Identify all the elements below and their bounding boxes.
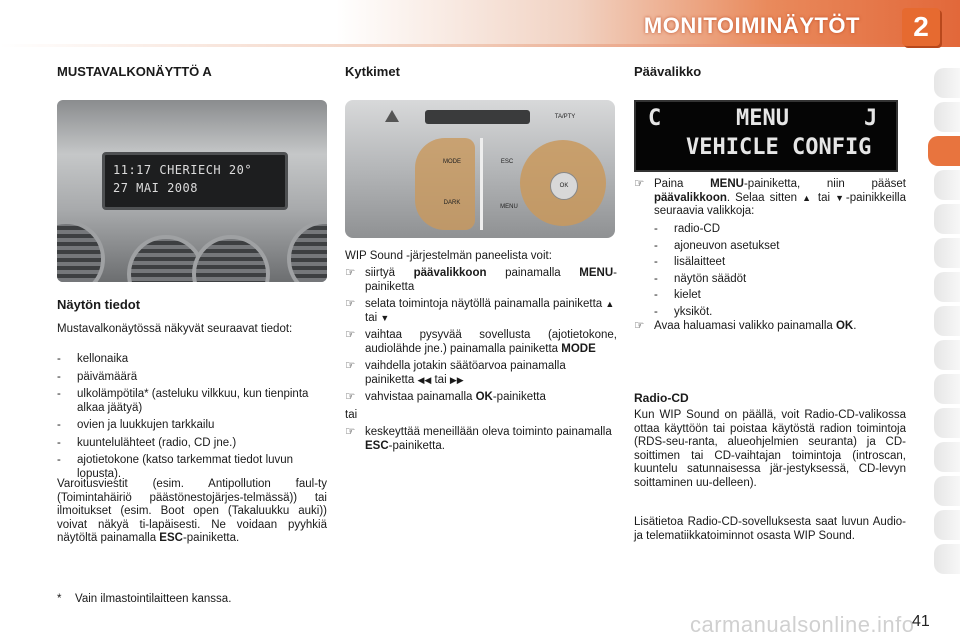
ok-button[interactable]: OK <box>550 172 578 200</box>
arrow-up-icon: ▲ <box>605 299 615 309</box>
switches-list <box>345 267 617 457</box>
finger-bullet-icon: ☞ <box>345 391 356 403</box>
chapter-tab[interactable] <box>934 238 960 268</box>
arrow-down-icon: ▼ <box>380 312 390 323</box>
arrow-up-icon: ▲ <box>802 192 813 203</box>
list-item: ☞ selata toimintoja näytöllä painamalla painiketta ▲ tai ▼ <box>345 298 615 324</box>
chapter-tab[interactable] <box>934 204 960 234</box>
chapter-tab[interactable] <box>934 68 960 98</box>
footnote: * Vain ilmastointilaitteen kanssa. <box>57 593 232 605</box>
control-panel-photo <box>345 100 615 238</box>
arrow-down-icon: ▼ <box>835 192 846 203</box>
list-item: ☞ Paina MENU-painiketta, niin pääset päävalikkoon. Selaa sitten ▲ tai ▼-painikkeilla seuraavia valikkoja: <box>634 178 907 217</box>
air-vent-center-right <box>192 235 270 282</box>
list-item: - ajoneuvon asetukset <box>654 239 780 252</box>
chapter-tab[interactable] <box>934 340 960 370</box>
mode-button[interactable]: MODE <box>443 159 461 165</box>
list-item: ☞ siirtyä päävalikkoon painamalla MENU-painiketta <box>345 267 617 293</box>
air-vent-right <box>287 220 327 282</box>
warning-paragraph: Varoitusviestit (esim. Antipollution faul-ty (Toimintahäiriö päästönestojärjes-telmässä)) tai ilmoitukset (esim. Boot open (Takaluukku auki)) voivat näkyä ti-lapäisesti. Ne voidaan pyyhkiä näytöltä painamalla ESC-painiketta. <box>57 478 327 544</box>
finger-bullet-icon: ☞ <box>345 329 356 341</box>
dashboard-display-photo <box>57 100 327 282</box>
chapter-title: MONITOIMINÄYTÖT <box>643 13 860 38</box>
list-item: ☞ Avaa haluamasi valikko painamalla OK. <box>634 320 857 332</box>
radio-cd-more-info: Lisätietoa Radio-CD-sovelluksesta saat luvun Audio- ja telematiikkatoiminnot osasta WIP Sound. <box>634 516 906 542</box>
lcd-right-bracket: J <box>864 106 878 131</box>
screen-line-date: 27 MAI 2008 <box>113 181 198 195</box>
air-vent-left <box>57 220 105 282</box>
list-item: - kuuntelulähteet (radio, CD jne.) <box>57 436 237 449</box>
chapter-tab[interactable] <box>934 408 960 438</box>
esc-button[interactable]: ESC <box>500 159 514 165</box>
lcd-vehicle-config: VEHICLE CONFIG <box>686 135 872 160</box>
list-item: ☞ vahvistaa painamalla OK-painiketta <box>345 391 546 403</box>
list-item: - kielet <box>654 289 701 301</box>
mode-dark-rocker <box>415 138 475 230</box>
chapter-tab[interactable] <box>934 272 960 302</box>
list-item: - ajotietokone (katso tarkemmat tiedot luvun lopusta). <box>57 454 294 480</box>
page-number: 41 <box>912 613 930 630</box>
list-item: - radio-CD <box>654 223 721 235</box>
menu-button[interactable]: MENU <box>500 204 518 210</box>
lcd-menu-title: MENU <box>736 106 789 131</box>
chapter-tab[interactable] <box>934 306 960 336</box>
chapter-tab[interactable] <box>934 102 960 132</box>
chapter-tab[interactable] <box>934 374 960 404</box>
chapter-tab-active[interactable] <box>928 136 960 166</box>
chapter-tab[interactable] <box>934 170 960 200</box>
chapter-tab[interactable] <box>934 510 960 540</box>
finger-bullet-icon: ☞ <box>345 426 356 438</box>
radio-cd-paragraph: Kun WIP Sound on päällä, voit Radio-CD-valikossa ottaa käyttöön tai poistaa käytöstä radion toimintoja (RDS-seu-ranta, alueohjelmien seuranta) ja CD-soittimen tai CD-vaihtajan toimintoja (introscan, kuuntelu satunnaisessa jär-jestyksessä, CD-levyn soittaminen uu-delleen). <box>634 409 906 489</box>
finger-bullet-icon: ☞ <box>345 360 356 372</box>
finger-bullet-icon: ☞ <box>634 178 645 190</box>
finger-bullet-icon: ☞ <box>345 267 356 279</box>
chapter-tabs <box>928 68 960 578</box>
main-menu-heading: Päävalikko <box>634 64 702 79</box>
list-item: ☞ vaihdella jotakin säätöarvoa painamalla painiketta ◀◀ tai ▶▶ <box>345 360 566 386</box>
menu-items-list <box>654 221 904 320</box>
display-info-intro: Mustavalkonäytössä näkyvät seuraavat tiedot: <box>57 323 293 335</box>
list-item: - kellonaika <box>57 353 129 365</box>
list-item: - ulkolämpötila* (asteluku vilkkuu, kun tienpinta alkaa jäätyä) <box>57 388 309 414</box>
header-divider <box>0 44 960 47</box>
chapter-tab[interactable] <box>934 476 960 506</box>
or-separator: tai <box>345 408 358 421</box>
display-info-heading: Näytön tiedot <box>57 297 141 312</box>
list-item: - näytön säädöt <box>654 272 747 285</box>
menu-lcd-display <box>634 100 898 172</box>
radio-cd-heading: Radio-CD <box>634 391 689 405</box>
switches-heading: Kytkimet <box>345 64 400 79</box>
main-menu-list <box>634 178 906 223</box>
display-info-list <box>57 353 327 485</box>
lcd-left-bracket: C <box>648 106 662 131</box>
fast-forward-icon: ▶▶ <box>449 374 464 385</box>
screen-line-time: 11:17 CHERIECH 20° <box>113 163 253 177</box>
display-a-heading: MUSTAVALKONÄYTTÖ A <box>57 64 212 79</box>
eject-icon <box>385 110 399 122</box>
chapter-tab[interactable] <box>934 544 960 574</box>
watermark: carmanualsonline.info <box>690 612 915 637</box>
cd-slot <box>425 110 530 124</box>
list-item: - ovien ja luukkujen tarkkailu <box>57 419 215 431</box>
chapter-number-badge: 2 <box>902 8 940 46</box>
open-menu-instruction <box>634 320 906 338</box>
list-item: - yksiköt. <box>654 305 713 318</box>
rewind-icon: ◀◀ <box>417 374 432 385</box>
panel-divider <box>480 138 483 230</box>
switches-intro: WIP Sound -järjestelmän paneelista voit: <box>345 250 552 262</box>
finger-bullet-icon: ☞ <box>345 298 356 310</box>
list-item: ☞ keskeyttää meneillään oleva toiminto painamalla ESC-painiketta. <box>345 426 612 452</box>
list-item: - päivämäärä <box>57 370 138 383</box>
finger-bullet-icon: ☞ <box>634 320 645 332</box>
ta-pty-button[interactable]: TA/PTY <box>554 114 576 120</box>
chapter-tab[interactable] <box>934 442 960 472</box>
list-item: ☞ vaihtaa pysyvää sovellusta (ajotietokone, audiolähde jne.) painamalla painiketta MODE <box>345 329 617 355</box>
dark-button[interactable]: DARK <box>443 200 461 206</box>
list-item: - lisälaitteet <box>654 256 726 268</box>
monochrome-screen <box>102 152 288 210</box>
